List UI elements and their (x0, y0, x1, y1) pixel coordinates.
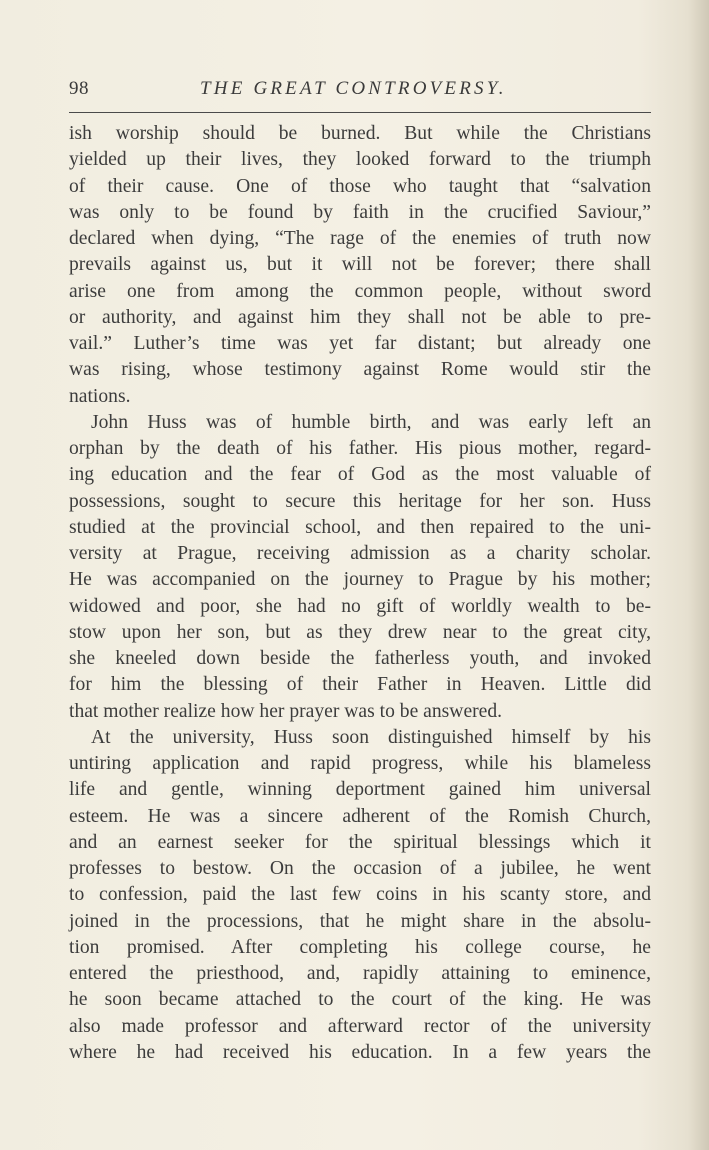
text-line: studied at the provincial school, and then repaired to the uni- (69, 516, 651, 538)
page-header (69, 78, 651, 104)
page-number: 98 (69, 78, 89, 99)
text-line: where he had received his education. In a few years the (69, 1041, 651, 1063)
text-line: orphan by the death of his father. His pious mother, regard- (69, 438, 651, 459)
text-line: or authority, and against him they shall not be able to pre- (69, 306, 651, 328)
paragraph-start-line: At the university, Huss soon distinguished himself by his (91, 726, 651, 748)
text-line: entered the priesthood, and, rapidly attaining to eminence, (69, 963, 651, 984)
text-line: arise one from among the common people, without sword (69, 280, 651, 302)
paragraph-end-line: nations. (69, 385, 131, 407)
text-line: yielded up their lives, they looked forward to the triumph (69, 149, 651, 171)
text-line: also made professor and afterward rector of the university (69, 1015, 651, 1037)
text-line: to confession, paid the last few coins in his scanty store, and (69, 884, 651, 906)
text-line: declared when dying, “The rage of the enemies of truth now (69, 228, 651, 249)
text-line: life and gentle, winning deportment gained him universal (69, 779, 651, 801)
text-line: untiring application and rapid progress, while his blameless (69, 753, 651, 774)
text-line: and an earnest seeker for the spiritual blessings which it (69, 831, 651, 853)
paragraph-start-line: John Huss was of humble birth, and was early left an (91, 411, 651, 433)
text-line: widowed and poor, she had no gift of worldly wealth to be- (69, 595, 651, 617)
text-line: he soon became attached to the court of the king. He was (69, 989, 651, 1011)
paragraph-end-line: that mother realize how her prayer was to be answered. (69, 700, 503, 722)
text-line: possessions, sought to secure this heritage for her son. Huss (69, 490, 651, 512)
text-line: ish worship should be burned. But while the Christians (69, 123, 651, 144)
text-line: vail.” Luther’s time was yet far distant; but already one (69, 333, 651, 354)
text-line: esteem. He was a sincere adherent of the Romish Church, (69, 805, 651, 827)
text-line: prevails against us, but it will not be forever; there shall (69, 254, 651, 276)
text-line: she kneeled down beside the fatherless youth, and invoked (69, 648, 651, 669)
text-line: professes to bestow. On the occasion of a jubilee, he went (69, 858, 651, 879)
header-rule (69, 112, 651, 113)
running-title: THE GREAT CONTROVERSY. (200, 78, 507, 99)
text-line: of their cause. One of those who taught that “salvation (69, 175, 651, 197)
text-line: joined in the processions, that he might share in the absolu- (69, 910, 651, 932)
text-line: He was accompanied on the journey to Prague by his mother; (69, 569, 651, 591)
body-text (69, 121, 651, 1066)
text-line: was only to be found by faith in the crucified Saviour,” (69, 201, 651, 223)
text-line: ing education and the fear of God as the most valuable of (69, 464, 651, 486)
text-line: tion promised. After completing his college course, he (69, 936, 651, 958)
text-line: for him the blessing of their Father in Heaven. Little did (69, 674, 651, 696)
text-line: stow upon her son, but as they drew near to the great city, (69, 621, 651, 643)
text-line: versity at Prague, receiving admission as a charity scholar. (69, 543, 651, 564)
text-line: was rising, whose testimony against Rome would stir the (69, 359, 651, 381)
